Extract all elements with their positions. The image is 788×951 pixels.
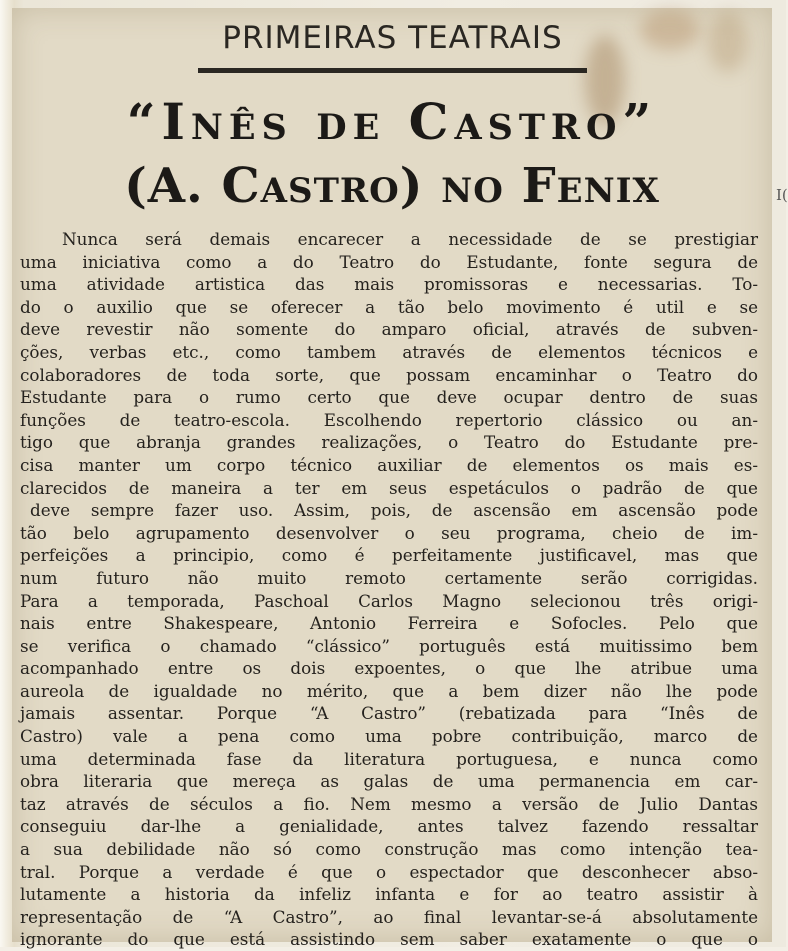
article-line: uma iniciativa como a do Teatro do Estudante, fonte segura de [20,251,758,272]
article-line: representação de “A Castro”, ao final levantar-se-á absolutamente [20,906,758,927]
article-line: cisa manter um corpo técnico auxiliar de elementos os mais es- [20,454,758,475]
article-line: ções, verbas etc., como tambem através de elementos técnicos e [20,341,758,362]
article-line: colaboradores de toda sorte, que possam encaminhar o Teatro do [20,364,758,385]
article-line: lutamente a historia da infeliz infanta e for ao teatro assistir à [20,884,758,905]
article-line: tigo que abranja grandes realizações, o Teatro do Estudante pre- [20,432,758,453]
article-line: nais entre Shakespeare, Antonio Ferreira e Sofocles. Pelo que [20,613,758,634]
article-line: Para a temporada, Paschoal Carlos Magno selecionou três origi- [20,590,758,611]
headline-line-2: (A. Castro) no Fenix [124,158,660,214]
article-line: tão belo agrupamento desenvolver o seu programa, cheio de im- [20,522,758,543]
margin-mark: I( [776,186,788,204]
section-header: PRIMEIRAS TEATRAIS [222,20,563,56]
article-line: do o auxilio que se oferecer a tão belo movimento é util e se [20,296,758,317]
article-line: clarecidos de maneira a ter em seus espetáculos o padrão de que [20,477,758,498]
article-line: deve sempre fazer uso. Assim, pois, de ascensão em ascensão pode [30,500,758,521]
article-line: tral. Porque a verdade é que o espectador que desconhecer abso- [20,861,758,882]
article-line: uma atividade artistica das mais promissoras e necessarias. To- [20,274,758,295]
article-line: Castro) vale a pena como uma pobre contribuição, marco de [20,726,758,747]
article-line: Estudante para o rumo certo que deve ocupar dentro de suas [20,387,758,408]
article-line: conseguiu dar-lhe a genialidade, antes talvez fazendo ressaltar [20,816,758,837]
article-line: ignorante do que está assistindo sem saber exatamente o que o [20,929,758,950]
article-line: jamais assentar. Porque “A Castro” (rebatizada para “Inês de [20,703,758,724]
headline-line-1: “Inês de Castro” [126,92,658,151]
article-line: obra literaria que mereça as galas de uma permanencia em car- [20,771,758,792]
article-line: taz através de séculos a fio. Nem mesmo a versão de Julio Dantas [20,793,758,814]
article-body [20,228,758,951]
paper-stain [708,12,748,72]
article-line: acompanhado entre os dois expoentes, o que lhe atribue uma [20,658,758,679]
article-line: num futuro não muito remoto certamente serão corrigidas. [20,567,758,588]
article-line: Nunca será demais encarecer a necessidade de se prestigiar [62,229,758,249]
article-line: perfeições a principio, como é perfeitamente justificavel, mas que [20,545,758,566]
header-rule [198,68,587,73]
paper-stain [640,10,700,50]
article-line: deve revestir não somente do amparo oficial, através de subven- [20,319,758,340]
article-line: se verifica o chamado “clássico” português está muitissimo bem [20,635,758,656]
article-line: uma determinada fase da literatura portuguesa, e nunca como [20,748,758,769]
article-line: aureola de igualdade no mérito, que a bem dizer não lhe pode [20,680,758,701]
article-line: funções de teatro-escola. Escolhendo repertorio clássico ou an- [20,409,758,430]
article-line: a sua debilidade não só como construção mas como intenção tea- [20,839,758,860]
